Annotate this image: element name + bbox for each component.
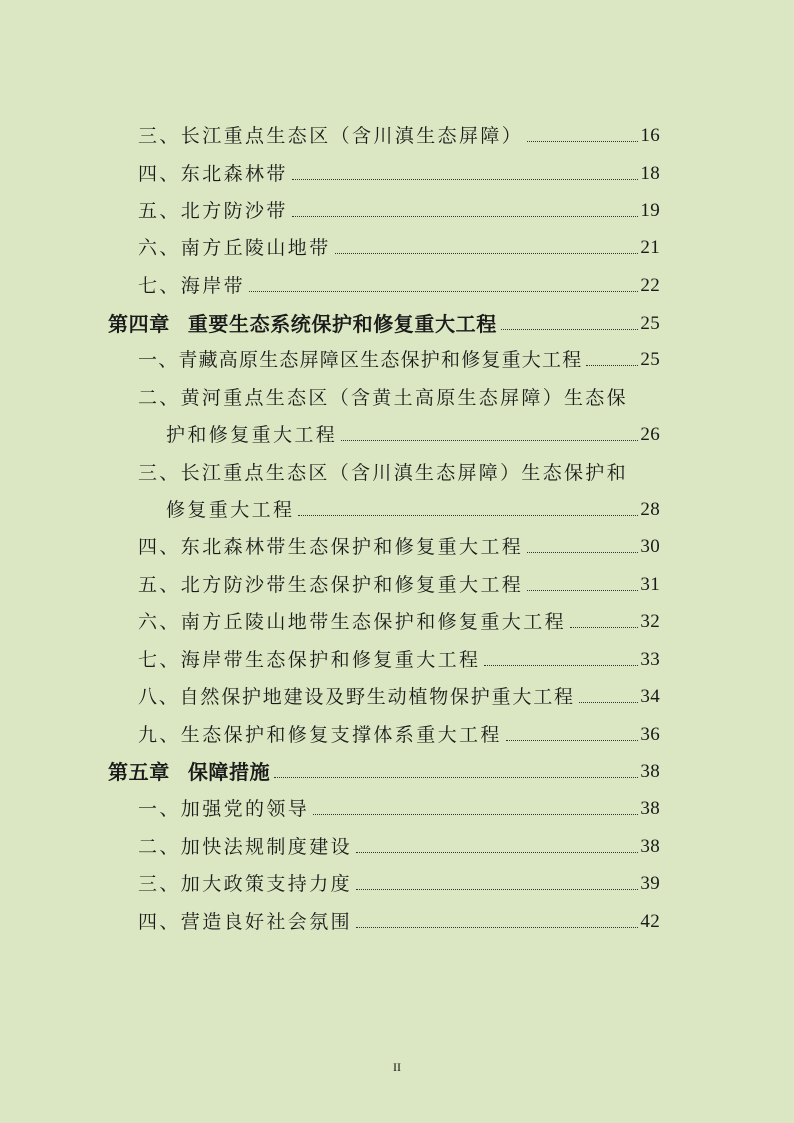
toc-entry-page: 30 bbox=[640, 536, 660, 557]
toc-entry-page: 32 bbox=[640, 611, 660, 632]
toc-entry-title: 护和修复重大工程 bbox=[166, 424, 338, 446]
toc-entry-page: 26 bbox=[640, 424, 660, 445]
dot-leader bbox=[501, 329, 639, 330]
dot-leader bbox=[527, 141, 638, 142]
dot-leader bbox=[484, 665, 638, 666]
toc-chapter-title bbox=[108, 309, 497, 339]
toc-entry-title: 一、加强党的领导 bbox=[138, 798, 310, 820]
dot-leader bbox=[586, 365, 638, 366]
toc-entry-page: 18 bbox=[640, 163, 660, 184]
toc-entry-page: 38 bbox=[640, 798, 660, 819]
toc-entry-page: 21 bbox=[640, 237, 660, 258]
toc-entry-page: 31 bbox=[640, 574, 660, 595]
toc-entry-page: 28 bbox=[640, 499, 660, 520]
toc-entry[interactable] bbox=[138, 682, 660, 712]
toc-entry[interactable] bbox=[138, 271, 660, 301]
toc-entry[interactable] bbox=[138, 794, 660, 824]
toc-entry[interactable] bbox=[138, 907, 660, 937]
toc-entry-page: 33 bbox=[640, 649, 660, 670]
toc-entry[interactable] bbox=[166, 420, 660, 450]
page-number-footer: II bbox=[393, 1060, 401, 1074]
dot-leader bbox=[274, 777, 638, 778]
toc-entry[interactable] bbox=[138, 570, 660, 600]
toc-entry[interactable] bbox=[138, 121, 660, 151]
toc-entry-title: 一、青藏高原生态屏障区生态保护和修复重大工程 bbox=[138, 349, 583, 371]
toc-entry[interactable] bbox=[138, 832, 660, 862]
chapter-number: 第四章 bbox=[108, 312, 170, 336]
toc-entry-title: 修复重大工程 bbox=[166, 499, 295, 521]
toc-entry-page: 39 bbox=[640, 873, 660, 894]
dot-leader bbox=[341, 440, 638, 441]
toc-entry-title: 四、营造良好社会氛围 bbox=[138, 911, 353, 933]
toc-entry[interactable] bbox=[138, 720, 660, 750]
toc-entry[interactable] bbox=[138, 345, 660, 375]
toc-entry[interactable] bbox=[138, 869, 660, 899]
toc-entry-page: 16 bbox=[640, 125, 660, 146]
toc-entry-page: 25 bbox=[640, 349, 660, 370]
toc-entry-title: 七、海岸带 bbox=[138, 275, 246, 297]
chapter-number: 第五章 bbox=[108, 760, 170, 784]
toc-entry-title: 六、南方丘陵山地带 bbox=[138, 237, 331, 259]
dot-leader bbox=[298, 515, 638, 516]
dot-leader bbox=[292, 179, 639, 180]
toc-entry-title: 八、自然保护地建设及野生动植物保护重大工程 bbox=[138, 686, 575, 708]
toc-entry-page: 19 bbox=[640, 200, 660, 221]
toc-chapter-entry[interactable] bbox=[108, 309, 660, 339]
toc-entry-title: 九、生态保护和修复支撑体系重大工程 bbox=[138, 724, 502, 746]
toc-entry[interactable] bbox=[138, 645, 660, 675]
chapter-name: 保障措施 bbox=[187, 760, 271, 784]
dot-leader bbox=[527, 552, 638, 553]
toc-entry-title: 三、加大政策支持力度 bbox=[138, 873, 353, 895]
toc-chapter-entry[interactable] bbox=[108, 757, 660, 787]
toc-entry[interactable] bbox=[138, 532, 660, 562]
toc-entry-title: 五、北方防沙带 bbox=[138, 200, 288, 222]
toc-entry-title: 四、东北森林带生态保护和修复重大工程 bbox=[138, 536, 524, 558]
toc-entry-page: 38 bbox=[640, 836, 660, 857]
toc-chapter-title bbox=[108, 757, 270, 787]
toc-entry-page: 25 bbox=[640, 313, 660, 334]
dot-leader bbox=[579, 702, 639, 703]
toc-entry-page: 34 bbox=[640, 686, 660, 707]
toc-entry[interactable] bbox=[138, 159, 660, 189]
dot-leader bbox=[570, 627, 638, 628]
toc-entry-title: 二、加快法规制度建设 bbox=[138, 836, 353, 858]
dot-leader bbox=[506, 740, 639, 741]
chapter-name: 重要生态系统保护和修复重大工程 bbox=[187, 312, 497, 336]
toc-entry-title-line1[interactable]: 二、黄河重点生态区（含黄土高原生态屏障）生态保 bbox=[138, 387, 628, 409]
toc-entry-title: 六、南方丘陵山地带生态保护和修复重大工程 bbox=[138, 611, 567, 633]
toc-entry-page: 36 bbox=[640, 724, 660, 745]
dot-leader bbox=[356, 927, 638, 928]
toc-entry-page: 22 bbox=[640, 275, 660, 296]
toc-entry[interactable] bbox=[138, 196, 660, 226]
toc-entry-title-line1[interactable]: 三、长江重点生态区（含川滇生态屏障）生态保护和 bbox=[138, 462, 628, 484]
toc-entry-page: 42 bbox=[640, 911, 660, 932]
dot-leader bbox=[527, 590, 638, 591]
dot-leader bbox=[356, 889, 638, 890]
dot-leader bbox=[249, 291, 638, 292]
toc-entry-title: 七、海岸带生态保护和修复重大工程 bbox=[138, 649, 481, 671]
toc-entry-title: 五、北方防沙带生态保护和修复重大工程 bbox=[138, 574, 524, 596]
toc-entry-page: 38 bbox=[640, 761, 660, 782]
toc-entry[interactable] bbox=[166, 495, 660, 525]
dot-leader bbox=[292, 216, 639, 217]
toc-entry-title: 四、东北森林带 bbox=[138, 163, 288, 185]
dot-leader bbox=[335, 253, 639, 254]
dot-leader bbox=[356, 852, 638, 853]
dot-leader bbox=[313, 814, 638, 815]
toc-entry[interactable] bbox=[138, 233, 660, 263]
toc-entry[interactable] bbox=[138, 607, 660, 637]
toc-entry-title: 三、长江重点生态区（含川滇生态屏障） bbox=[138, 125, 524, 147]
